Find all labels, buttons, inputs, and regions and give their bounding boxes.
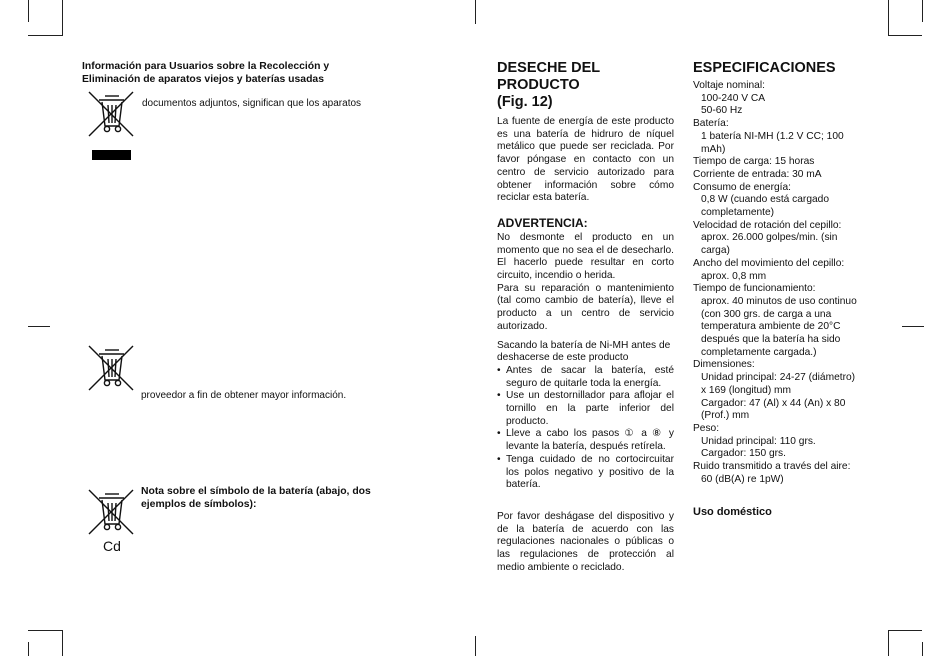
spec-line: aprox. 40 minutos de uso continuo <box>701 295 857 307</box>
spec-line: Cargador: 47 (Al) x 44 (An) x 80 <box>701 397 846 409</box>
left-text-1: documentos adjuntos, significan que los aparatos <box>142 98 362 109</box>
crossed-bin-icon <box>86 90 136 138</box>
specifications-column <box>693 60 873 518</box>
spec-line: Batería: <box>693 118 729 130</box>
cd-label: Cd <box>103 538 121 554</box>
recycling-heading: Información para Usuarios sobre la Recolección y Eliminación de aparatos viejos y baterías usadas <box>82 61 330 85</box>
spec-line: 50-60 Hz <box>701 105 743 117</box>
spec-line: Cargador: 150 grs. <box>701 448 786 460</box>
spec-line: temperatura ambiente de 20°C <box>701 321 841 333</box>
battery-note: Nota sobre el símbolo de la batería (abajo, dos ejemplos de símbolos): <box>141 486 371 510</box>
spec-line: después que la batería ha sido <box>701 334 841 346</box>
spec-line: Unidad principal: 110 grs. <box>701 435 816 447</box>
spec-line: Peso: <box>693 422 720 434</box>
spec-line: completamente cargada.) <box>701 346 817 358</box>
spec-line: aprox. 0,8 mm <box>701 270 767 282</box>
disposal-title: DESECHE DEL PRODUCTO (Fig. 12) <box>497 60 600 110</box>
spec-line: Corriente de entrada: 30 mA <box>693 168 822 180</box>
spec-line: Tiempo de funcionamiento: <box>693 283 816 295</box>
spec-line: Unidad principal: 24-27 (diámetro) <box>701 372 856 384</box>
spec-line: mAh) <box>701 143 726 155</box>
spec-line: Tiempo de carga: 15 horas <box>693 156 815 168</box>
spec-line: aprox. 26.000 golpes/min. (sin <box>701 232 838 244</box>
spec-line: 1 batería NI-MH (1.2 V CC; 100 <box>701 130 844 142</box>
spec-line: 60 (dB(A) re 1pW) <box>701 473 784 485</box>
spec-line: Consumo de energía: <box>693 181 791 193</box>
bullet-item: • Tenga cuidado de no cortocircuitar los polos negativo y positivo de la batería. <box>497 454 674 492</box>
spec-line: completamente) <box>701 207 775 219</box>
crossed-bin-icon-2 <box>86 344 136 392</box>
left-text-2: proveedor a fin de obtener mayor información. <box>141 390 347 401</box>
spec-line: Voltaje nominal: <box>693 80 765 91</box>
crossed-bin-icon-3 <box>86 488 136 536</box>
spec-line: 0,8 W (cuando está cargado <box>701 194 829 206</box>
disposal-column <box>497 60 674 575</box>
spec-line: (con 300 grs. de carga a una <box>701 308 832 320</box>
bullet-item: • Lleve a cabo los pasos ① a ⑧ y levante la batería, después retírela. <box>497 428 674 453</box>
specifications-title: ESPECIFICACIONES <box>693 60 836 76</box>
spec-line: Velocidad de rotación del cepillo: <box>693 219 842 231</box>
spec-line: (Prof.) mm <box>701 410 750 422</box>
warning-title: ADVERTENCIA: <box>497 215 588 230</box>
removal-intro: Sacando la batería de Ni-MH antes de deshacerse de este producto <box>497 339 671 364</box>
disposal-intro: La fuente de energía de este producto es una batería de hidruro de níquel metálico que puede ser reciclada. Por favor póngase en contacto con un centro de servicio autorizado para obtener información sobre cómo reciclar esta batería. <box>497 116 674 204</box>
black-bar <box>92 150 131 160</box>
spec-line: Ruido transmitido a través del aire: <box>693 461 851 473</box>
bullet-item: • Use un destornillador para aflojar el tornillo en la parte inferior del producto. <box>497 390 674 428</box>
spec-line: x 169 (longitud) mm <box>701 384 792 396</box>
spec-line: Ancho del movimiento del cepillo: <box>693 257 845 269</box>
disposal-closing: Por favor deshágase del dispositivo y de la batería de acuerdo con las regulaciones nacionales o públicas o las regulaciones de protección al medio ambiente o reciclado. <box>497 510 674 573</box>
warning-text-1: No desmonte el producto en un momento que no sea el de desecharlo. El hacerlo puede resultar en corto circuito, incendio o herida. <box>497 231 674 282</box>
household-use-label: Uso doméstico <box>693 505 772 518</box>
spec-line: carga) <box>701 245 730 257</box>
bullet-item: • Antes de sacar la batería, esté seguro de quitarle toda la energía. <box>497 365 674 390</box>
spec-line: 100-240 V CA <box>701 92 765 104</box>
warning-text-2: Para su reparación o mantenimiento (tal como cambio de batería), lleve el producto a un centro de servicio autorizado. <box>497 282 674 332</box>
spec-list <box>693 80 873 487</box>
spec-line: Dimensiones: <box>693 359 755 371</box>
